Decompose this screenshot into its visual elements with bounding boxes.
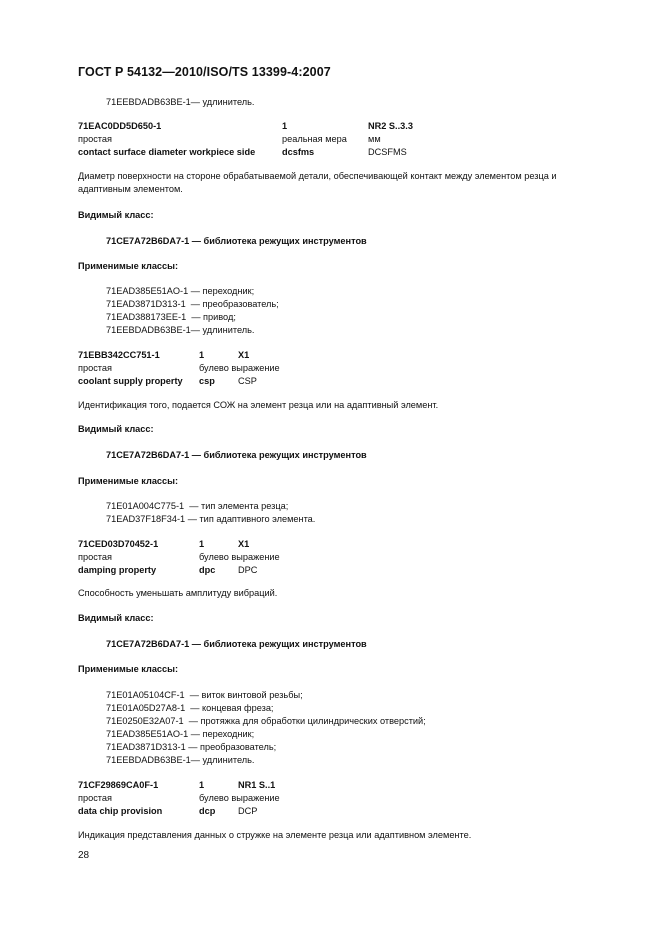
- class-desc: — удлинитель.: [190, 325, 255, 335]
- applicable-class-item: [106, 298, 279, 310]
- property-kind: реальная мера: [282, 134, 347, 144]
- applicable-class-item: [106, 500, 288, 512]
- class-desc: — преобразователь;: [188, 742, 277, 752]
- applicable-classes-heading: Применимые классы:: [78, 476, 179, 486]
- class-code: 71EAD385E51AO-1: [106, 286, 189, 296]
- class-desc: — тип элемента резца;: [189, 501, 289, 511]
- property-version: 1: [199, 539, 205, 549]
- class-code: 71E01A05D27A8-1: [106, 703, 186, 713]
- property-symbol: DCP: [238, 806, 258, 816]
- property-definition: Индикация представления данных о стружке на элементе резца или адаптивном элементе.: [78, 830, 472, 840]
- property-version: 1: [199, 780, 205, 790]
- property-code: 71CF29869CA0F-1: [78, 780, 159, 790]
- class-code: 71E01A004C775-1: [106, 501, 185, 511]
- applicable-class-item: [106, 741, 276, 753]
- applicable-class-item: [106, 728, 254, 740]
- class-desc: — концевая фреза;: [190, 703, 274, 713]
- class-desc: — протяжка для обработки цилиндрических отверстий;: [188, 716, 426, 726]
- property-name: coolant supply property: [78, 376, 183, 386]
- class-desc: — удлинитель.: [190, 97, 255, 107]
- property-name: contact surface diameter workpiece side: [78, 147, 256, 157]
- class-desc: — переходник;: [190, 286, 255, 296]
- class-desc: — удлинитель.: [190, 755, 255, 765]
- property-short-name: csp: [199, 376, 215, 386]
- property-name: damping property: [78, 565, 157, 575]
- class-code: 71EAD3871D313-1: [106, 299, 186, 309]
- property-type: простая: [78, 134, 112, 144]
- class-desc: — преобразователь;: [190, 299, 279, 309]
- visible-class-heading: Видимый класс:: [78, 424, 154, 434]
- class-code: 71EAD3871D313-1: [106, 742, 186, 752]
- property-format: NR1 S..1: [238, 780, 276, 790]
- property-definition: Диаметр поверхности на стороне обрабатываемой детали, обеспечивающей контакт между элементом резца и адаптивным элементом.: [78, 171, 557, 194]
- property-format: NR2 S..3.3: [368, 121, 413, 131]
- page-header: ГОСТ Р 54132—2010/ISO/TS 13399-4:2007: [78, 65, 331, 79]
- applicable-class-item: [106, 702, 273, 714]
- class-desc: — переходник;: [190, 729, 255, 739]
- page-number: 28: [78, 850, 90, 861]
- class-desc: — привод;: [191, 312, 236, 322]
- property-kind: булево выражение: [199, 793, 280, 803]
- property-symbol: CSP: [238, 376, 257, 386]
- class-code: 71E0250E32A07-1: [106, 716, 184, 726]
- applicable-class-item: [106, 513, 315, 525]
- property-definition: Идентификация того, подается СОЖ на элемент резца или на адаптивный элемент.: [78, 400, 439, 410]
- property-version: 1: [199, 350, 205, 360]
- property-name: data chip provision: [78, 806, 163, 816]
- property-code: 71CED03D70452-1: [78, 539, 159, 549]
- property-type: простая: [78, 552, 112, 562]
- applicable-class-item: [106, 324, 254, 336]
- class-code: 71E01A05104CF-1: [106, 690, 185, 700]
- property-symbol: DCSFMS: [368, 147, 407, 157]
- class-code: 71EEBDADB63BE-1: [106, 97, 191, 107]
- applicable-class-item: [106, 285, 254, 297]
- property-format: X1: [238, 350, 250, 360]
- property-type: простая: [78, 793, 112, 803]
- applicable-class-item: [106, 689, 303, 701]
- visible-class-heading: Видимый класс:: [78, 613, 154, 623]
- class-code: 71EEBDADB63BE-1: [106, 325, 191, 335]
- property-version: 1: [282, 121, 288, 131]
- property-kind: булево выражение: [199, 552, 280, 562]
- property-symbol: DPC: [238, 565, 258, 575]
- applicable-class-item: [106, 715, 426, 727]
- property-unit: мм: [368, 134, 381, 144]
- class-code: 71EEBDADB63BE-1: [106, 755, 191, 765]
- class-code: 71EAD388173EE-1: [106, 312, 187, 322]
- property-short-name: dcsfms: [282, 147, 315, 157]
- visible-class: 71CE7A72B6DA7-1 — библиотека режущих инструментов: [106, 450, 367, 460]
- visible-class: 71CE7A72B6DA7-1 — библиотека режущих инструментов: [106, 236, 367, 246]
- property-kind: булево выражение: [199, 363, 280, 373]
- property-format: X1: [238, 539, 250, 549]
- class-code: 71EAD37F18F34-1: [106, 514, 186, 524]
- visible-class: 71CE7A72B6DA7-1 — библиотека режущих инструментов: [106, 639, 367, 649]
- visible-class-heading: Видимый класс:: [78, 210, 154, 220]
- class-desc: — виток винтовой резьбы;: [189, 690, 303, 700]
- applicable-classes-heading: Применимые классы:: [78, 664, 179, 674]
- intro-line: [106, 96, 254, 108]
- applicable-class-item: [106, 311, 236, 323]
- property-code: 71EBB342CC751-1: [78, 350, 160, 360]
- class-code: 71EAD385E51AO-1: [106, 729, 189, 739]
- property-definition: Способность уменьшать амплитуду вибраций.: [78, 588, 278, 598]
- property-type: простая: [78, 363, 112, 373]
- class-desc: — тип адаптивного элемента.: [187, 514, 316, 524]
- property-code: 71EAC0DD5D650-1: [78, 121, 162, 131]
- applicable-classes-heading: Применимые классы:: [78, 261, 179, 271]
- property-short-name: dcp: [199, 806, 216, 816]
- property-short-name: dpc: [199, 565, 216, 575]
- applicable-class-item: [106, 754, 254, 766]
